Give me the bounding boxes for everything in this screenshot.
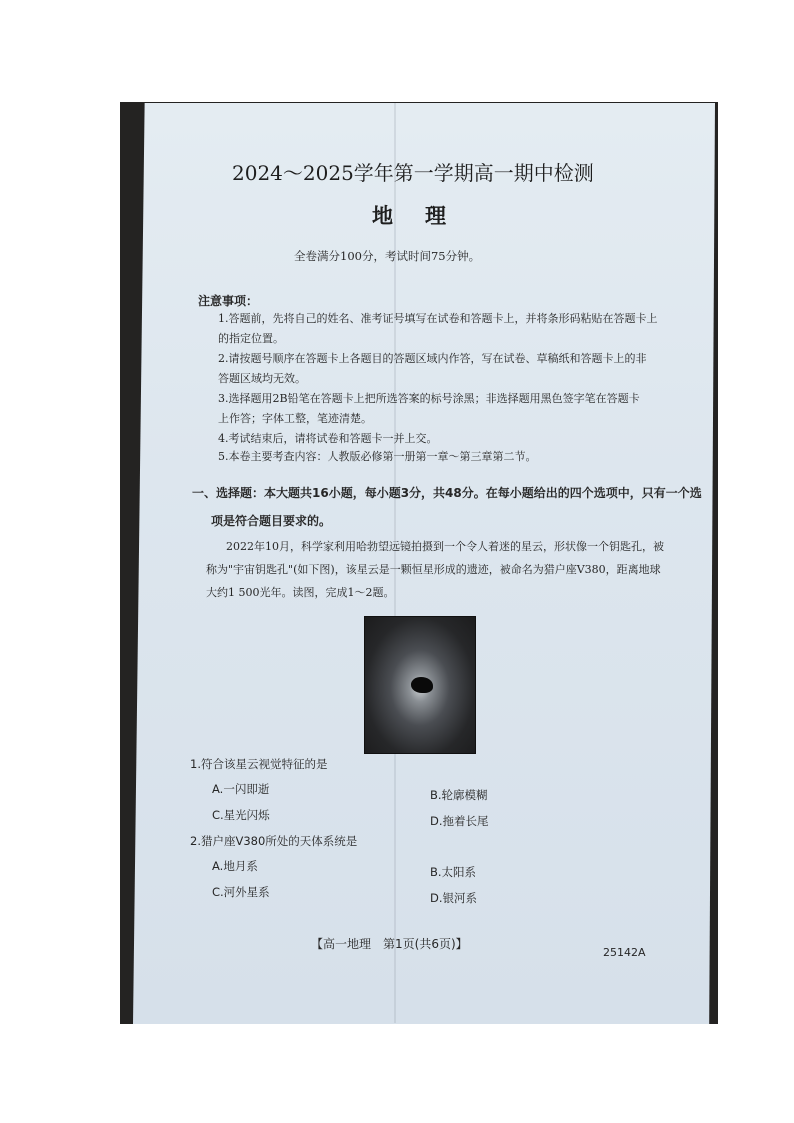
section-heading-cont: 项是符合题目要求的。 [211, 514, 332, 528]
score-note: 全卷满分100分，考试时间75分钟。 [294, 249, 481, 263]
notice-line: 2.请按题号顺序在答题卡上各题目的答题区域内作答，写在试卷、草稿纸和答题卡上的非 [218, 352, 647, 365]
option-c: C.河外星系 [212, 885, 270, 899]
keyhole-shape [411, 677, 433, 693]
notice-line: 的指定位置。 [218, 332, 284, 345]
question-stem: 1.符合该星云视觉特征的是 [190, 757, 328, 771]
passage-line: 2022年10月，科学家利用哈勃望远镜拍摄到一个令人着迷的星云，形状像一个钥匙孔，被 [226, 540, 664, 553]
notice-line: 4.考试结束后，请将试卷和答题卡一并上交。 [218, 432, 438, 445]
exam-title: 2024～2025学年第一学期高一期中检测 [232, 161, 594, 185]
paper-code: 25142A [603, 946, 646, 959]
question-stem: 2.猎户座V380所处的天体系统是 [190, 834, 358, 848]
nebula-image [364, 616, 476, 754]
exam-subject: 地理 [372, 203, 478, 228]
page-footer: 【高一地理 第1页(共6页)】 [311, 937, 468, 951]
passage-line: 称为"宇宙钥匙孔"(如下图)，该星云是一颗恒星形成的遗迹，被命名为猎户座V380，距离地球 [206, 563, 661, 576]
notice-heading: 注意事项： [198, 294, 259, 308]
option-a: A.一闪即逝 [212, 782, 270, 796]
option-b: B.轮廓模糊 [430, 788, 488, 802]
notice-line: 5.本卷主要考查内容：人教版必修第一册第一章～第三章第二节。 [218, 450, 537, 463]
option-b: B.太阳系 [430, 865, 477, 879]
notice-line: 3.选择题用2B铅笔在答题卡上把所选答案的标号涂黑；非选择题用黑色签字笔在答题卡 [218, 392, 640, 405]
option-d: D.银河系 [430, 891, 478, 905]
notice-line: 答题区域均无效。 [218, 372, 306, 385]
option-a: A.地月系 [212, 859, 258, 873]
option-c: C.星光闪烁 [212, 808, 270, 822]
notice-line: 上作答；字体工整，笔迹清楚。 [218, 412, 372, 425]
option-d: D.拖着长尾 [430, 814, 489, 828]
passage-line: 大约1 500光年。读图，完成1～2题。 [206, 586, 395, 599]
section-heading: 一、选择题：本大题共16小题，每小题3分，共48分。在每小题给出的四个选项中，只有一个选 [192, 486, 702, 500]
notice-line: 1.答题前，先将自己的姓名、准考证号填写在试卷和答题卡上，并将条形码粘贴在答题卡上 [218, 312, 658, 325]
